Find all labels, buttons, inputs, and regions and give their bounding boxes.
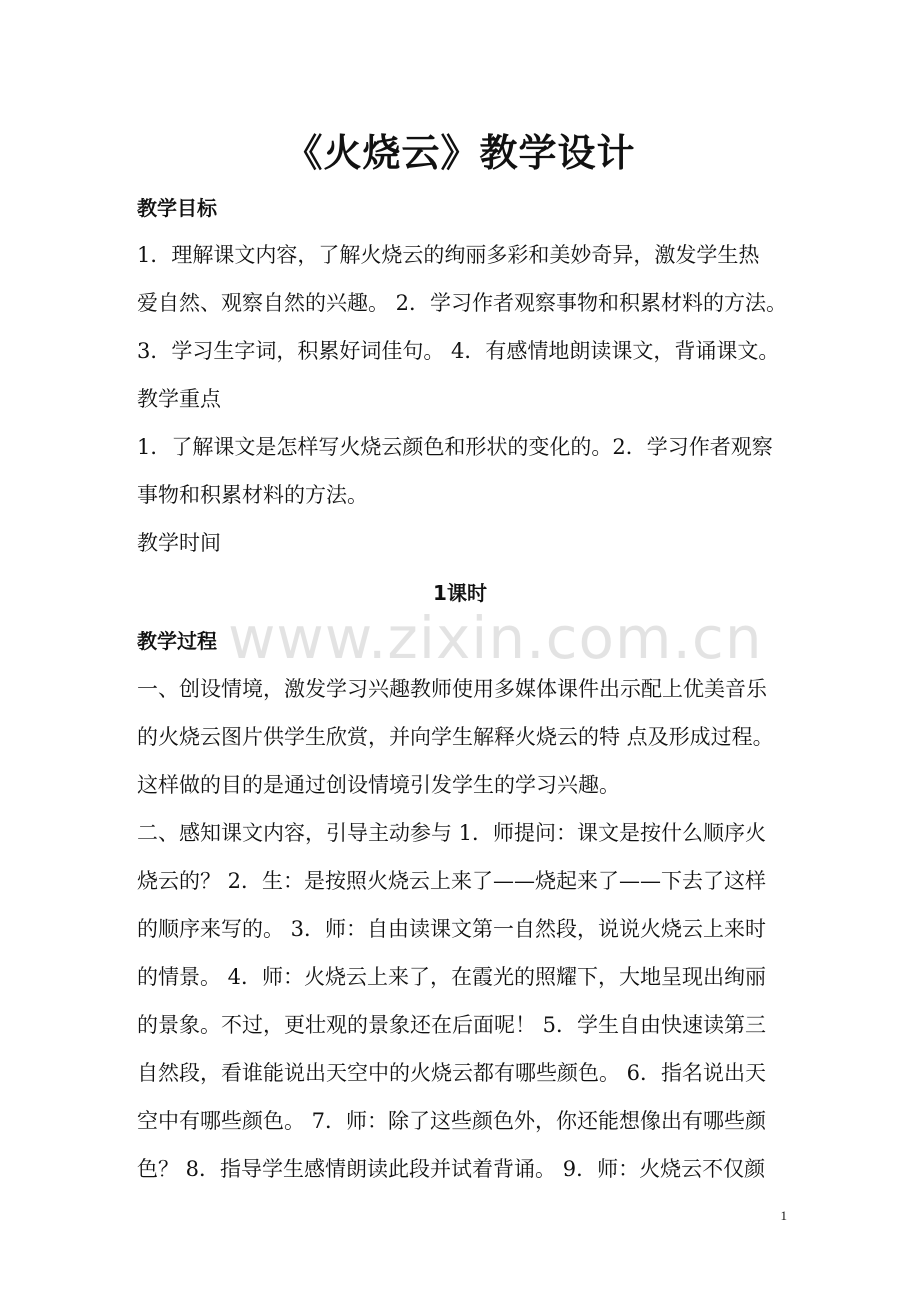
section-heading-objectives: 教学目标 <box>137 196 217 220</box>
body-line: 的火烧云图片供学生欣赏，并向学生解释火烧云的特 点及形成过程。 <box>137 725 774 749</box>
section-heading-process: 教学过程 <box>137 629 217 653</box>
class-hours: 1课时 <box>433 581 487 605</box>
section-heading-time: 教学时间 <box>137 531 221 555</box>
body-line: 色？ 8．指导学生感情朗读此段并试着背诵。 9．师：火烧云不仅颜 <box>137 1157 766 1181</box>
body-line: 的情景。 4．师：火烧云上来了，在霞光的照耀下，大地呈现出绚丽 <box>137 965 767 989</box>
body-line: 自然段，看谁能说出天空中的火烧云都有哪些颜色。 6．指名说出天 <box>137 1061 767 1085</box>
body-line: 3．学习生字词，积累好词佳句。 4．有感情地朗读课文，背诵课文。 <box>137 339 780 363</box>
body-line: 1．了解课文是怎样写火烧云颜色和形状的变化的。2．学习作者观察 <box>137 435 773 459</box>
body-line: 一、创设情境，激发学习兴趣教师使用多媒体课件出示配上优美音乐 <box>137 677 767 701</box>
body-line: 空中有哪些颜色。 7．师：除了这些颜色外，你还能想像出有哪些颜 <box>137 1109 767 1133</box>
body-line: 事物和积累材料的方法。 <box>137 483 368 507</box>
document-title: 《火烧云》教学设计 <box>284 131 636 175</box>
body-line: 的景象。不过，更壮观的景象还在后面呢！ 5．学生自由快速读第三 <box>137 1013 767 1037</box>
body-line: 爱自然、观察自然的兴趣。 2．学习作者观察事物和积累材料的方法。 <box>137 291 788 315</box>
body-line: 烧云的？ 2．生：是按照火烧云上来了——烧起来了——下去了这样 <box>137 869 767 893</box>
body-line: 二、感知课文内容，引导主动参与 1．师提问：课文是按什么顺序火 <box>137 821 767 845</box>
page-number: 1 <box>780 1208 787 1223</box>
body-line: 1．理解课文内容，了解火烧云的绚丽多彩和美妙奇异，激发学生热 <box>137 243 760 267</box>
watermark: www.zixin.com.cn <box>228 604 763 672</box>
body-line: 这样做的目的是通过创设情境引发学生的学习兴趣。 <box>137 773 620 797</box>
body-line: 的顺序来写的。 3．师：自由读课文第一自然段，说说火烧云上来时 <box>137 917 767 941</box>
section-heading-focus: 教学重点 <box>137 387 221 411</box>
